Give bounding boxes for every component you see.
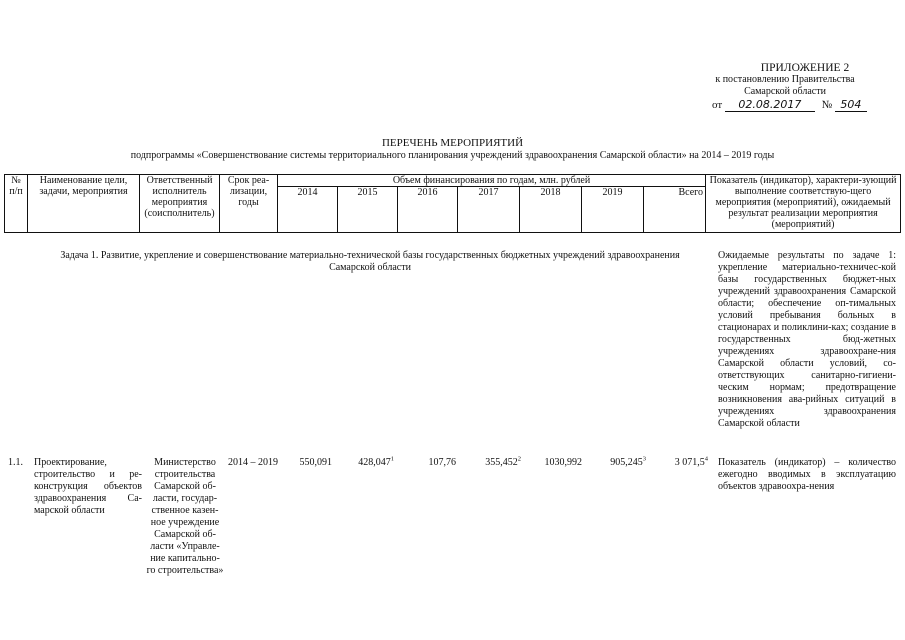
handwritten-number: 504: [835, 98, 867, 112]
number-label: №: [821, 99, 833, 111]
funding-value-2018: 1030,992: [544, 457, 582, 468]
measure-executor: Министерство строительства Самарской об-ласти, государ-ственное казен-ное учреждение Самарской об-ласти «Управле-ние капитально-го строительства»: [146, 457, 224, 576]
appendix-line2: Самарской области: [744, 86, 826, 97]
measure-indicator: Показатель (индикатор) – количество ежегодно вводимых в эксплуатацию объектов здравоохра-нения: [718, 457, 896, 492]
header-year: 2017: [458, 187, 520, 233]
header-year: 2014: [278, 187, 338, 233]
header-num: № п/п: [5, 175, 28, 233]
header-year: 2016: [398, 187, 458, 233]
header-name: Наименование цели, задачи, мероприятия: [28, 175, 140, 233]
header-funding: Объем финансирования по годам, млн. рублей: [278, 175, 706, 187]
funding-value-2019: 905,245$^3$: [610, 455, 646, 468]
document-title: ПЕРЕЧЕНЬ МЕРОПРИЯТИЙ: [381, 137, 524, 149]
appendix-header: [700, 62, 870, 98]
header-term: Срок реа-лизации, годы: [220, 175, 278, 233]
header-indicator: Показатель (индикатор), характери-зующий выполнение соответствую-щего мероприятия (мероприятий), ожидаемый результат реализации мероприятия (мероприятий): [706, 175, 901, 233]
header-total: Всего: [644, 187, 706, 233]
header-year: 2015: [338, 187, 398, 233]
measure-term: 2014 – 2019: [228, 457, 278, 468]
document-subtitle: подпрограммы «Совершенствование системы территориального планирования учреждений здравоохранения Самарской области» на 2014 – 2019 годы: [130, 150, 775, 161]
funding-value-2016: 107,76: [428, 457, 456, 468]
handwritten-date: 02.08.2017: [725, 98, 815, 112]
appendix-title: ПРИЛОЖЕНИЕ 2: [760, 62, 850, 74]
task-1-expected-results: Ожидаемые результаты по задаче 1: укрепление материально-техничес-кой базы государственных бюджет-ных учреждений здравоохранения Самарской области; обеспечение оп-тимальных условий пребывания больных в стационарах и поликлини-ках; создание в государственных бюд-жетных учреждениях здравоохране-ния Самарской области условий, со-ответствующих санитарно-гигиени-ческим нормам; предотвращение возникновения ава-рийных ситуаций в учреждениях здравоохранения Самарской области: [718, 250, 896, 429]
measure-name: Проектирование, строительство и ре-конструкция объектов здравоохранения Са-марской области: [34, 457, 142, 516]
funding-value-2014: 550,091: [299, 457, 332, 468]
header-executor: Ответственный исполнитель мероприятия (соисполнитель): [140, 175, 220, 233]
appendix-line1: к постановлению Правительства: [715, 74, 855, 85]
funding-value-2017: 355,452$^2$: [485, 455, 521, 468]
appendix-signature-line: [712, 98, 867, 112]
header-year: 2018: [520, 187, 582, 233]
task-1-title: Задача 1. Развитие, укрепление и совершенствование материально-технической базы государственных бюджетных учреждений здравоохранения Самарской области: [60, 250, 680, 273]
funding-value-total: 3 071,5$^4$: [674, 455, 708, 468]
funding-value-2015: 428,047$^1$: [358, 455, 394, 468]
header-year: 2019: [582, 187, 644, 233]
from-label: от: [712, 99, 723, 111]
measures-table-header: [4, 174, 901, 233]
row-number: 1.1.: [8, 457, 23, 468]
